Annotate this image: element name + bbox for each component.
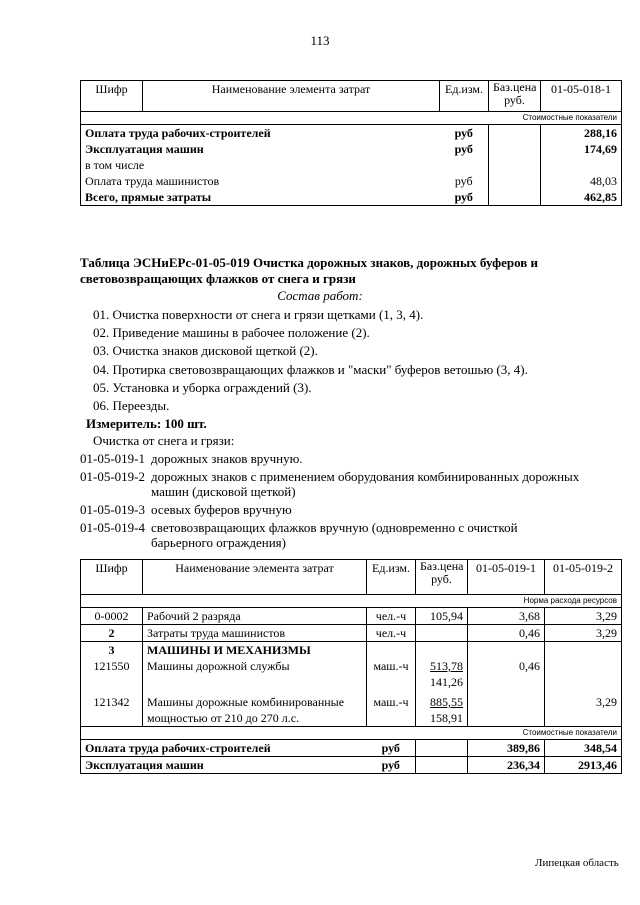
header-name: Наименование элемента затрат: [143, 81, 440, 112]
row-name: Машины дорожные комбинированные мощностью от 210 до 270 л.с.: [143, 690, 367, 727]
row-name: в том числе: [81, 157, 440, 173]
row-value-2: 3,29: [545, 690, 622, 727]
table-row: [81, 658, 622, 690]
cost-table-018: [80, 80, 622, 206]
list-item: [80, 520, 580, 550]
row-unit: руб: [367, 740, 416, 757]
header-col-1: 01-05-018-1: [541, 81, 622, 112]
header-price: Баз.цена руб.: [416, 560, 468, 595]
table-row: [81, 141, 622, 157]
row-name: Оплата труда рабочих-строителей: [81, 740, 367, 757]
header-price: Баз.цена руб.: [489, 81, 541, 112]
table-title: Таблица ЭСНиЕРс-01-05-019 Очистка дорожных знаков, дорожных буферов и световозвращающих флажков от снега и грязи: [80, 255, 539, 286]
row-name: Затраты труда машинистов: [143, 625, 367, 642]
header-name: Наименование элемента затрат: [143, 560, 367, 595]
row-code: 2: [81, 625, 143, 642]
row-name: Оплата труда машинистов: [81, 173, 440, 189]
row-value-2: [545, 658, 622, 690]
work-item: 06. Переезды.: [93, 398, 170, 414]
row-value-2: 2913,46: [545, 757, 622, 774]
table-row: [81, 173, 622, 189]
row-value-2: 3,29: [545, 608, 622, 625]
section-row: [81, 112, 622, 125]
row-unit: руб: [454, 142, 473, 156]
header-code: Шифр: [81, 81, 143, 112]
row-value-1: 389,86: [468, 740, 545, 757]
work-item: 02. Приведение машины в рабочее положение (2).: [93, 325, 370, 341]
region-label: Липецкая область: [535, 857, 619, 869]
cost-table-019: [80, 559, 622, 774]
row-unit: руб: [440, 189, 489, 206]
item-text: дорожных знаков с применением оборудования комбинированных дорожных машин (дисковой щеткой): [151, 469, 580, 499]
item-code: 01-05-019-2: [80, 469, 145, 484]
list-item: [80, 469, 580, 499]
table-header-row: [81, 560, 622, 595]
row-name: Оплата труда рабочих-строителей: [81, 125, 440, 142]
list-item: [80, 502, 580, 517]
row-value-1: [468, 690, 545, 727]
row-value: 48,03: [541, 173, 622, 189]
header-unit: Ед.изм.: [367, 560, 416, 595]
item-text: дорожных знаков вручную.: [151, 451, 303, 466]
work-item: 05. Установка и уборка ограждений (3).: [93, 379, 312, 395]
table-row: [81, 625, 622, 642]
row-unit: руб: [367, 757, 416, 774]
measure-unit: Измеритель: 100 шт.: [86, 416, 207, 431]
table-row: [81, 608, 622, 625]
row-price: 105,94: [416, 608, 468, 625]
item-text: осевых буферов вручную: [151, 502, 292, 517]
row-price: [416, 658, 468, 690]
row-value-1: 3,68: [468, 608, 545, 625]
header-unit: Ед.изм.: [440, 81, 489, 112]
section-row: [81, 595, 622, 608]
works-list: [93, 306, 528, 415]
row-unit: руб: [454, 174, 473, 188]
row-name: Эксплуатация машин: [81, 757, 367, 774]
row-value: 462,85: [541, 189, 622, 206]
row-name: Всего, прямые затраты: [81, 189, 440, 206]
table-row: [81, 740, 622, 757]
row-unit: маш.-ч: [367, 690, 416, 727]
row-unit: маш.-ч: [367, 658, 416, 690]
work-item: 03. Очистка знаков дисковой щеткой (2).: [93, 343, 318, 359]
row-code: 121342: [81, 690, 143, 727]
norm-label: Норма расхода ресурсов: [81, 595, 622, 608]
table-header-row: [81, 81, 622, 112]
table-row: [81, 642, 622, 659]
row-name: Рабочий 2 разряда: [143, 608, 367, 625]
row-code: 0-0002: [81, 608, 143, 625]
table-row: [81, 189, 622, 206]
row-name: Эксплуатация машин: [81, 141, 440, 157]
row-price-main: 513,78: [430, 659, 463, 673]
table-row: [81, 690, 622, 727]
clean-heading: Очистка от снега и грязи:: [93, 433, 235, 448]
works-heading: Состав работ:: [277, 288, 363, 303]
list-item: [80, 451, 580, 466]
header-code: Шифр: [81, 560, 143, 595]
cost-label: Стоимостные показатели: [81, 727, 622, 740]
page-number: 113: [310, 33, 330, 48]
row-unit: чел.-ч: [367, 625, 416, 642]
work-item: 04. Протирка световозвращающих флажков и "маски" буферов ветошью (3, 4).: [93, 361, 528, 377]
row-code: 121550: [81, 658, 143, 690]
section-name: МАШИНЫ И МЕХАНИЗМЫ: [143, 642, 367, 659]
row-unit: руб: [454, 126, 473, 140]
table-row: [81, 157, 622, 173]
row-value-1: 0,46: [468, 658, 545, 690]
row-value-2: 348,54: [545, 740, 622, 757]
work-item: 01. Очистка поверхности от снега и грязи щетками (1, 3, 4).: [93, 307, 424, 322]
row-price: [416, 690, 468, 727]
items-list: [80, 451, 580, 553]
item-code: 01-05-019-3: [80, 502, 145, 517]
section-row: [81, 727, 622, 740]
table-row: [81, 757, 622, 774]
row-price-sub: 141,26: [430, 675, 463, 689]
row-name: Машины дорожной службы: [143, 658, 367, 690]
section-code: 3: [81, 642, 143, 659]
row-value-1: 236,34: [468, 757, 545, 774]
row-price-main: 885,55: [430, 695, 463, 709]
header-col-1: 01-05-019-1: [468, 560, 545, 595]
row-price-sub: 158,91: [430, 711, 463, 725]
header-col-2: 01-05-019-2: [545, 560, 622, 595]
row-value: 174,69: [541, 141, 622, 157]
item-code: 01-05-019-1: [80, 451, 145, 466]
row-value-2: 3,29: [545, 625, 622, 642]
section-label: Стоимостные показатели: [81, 112, 622, 125]
row-value-1: 0,46: [468, 625, 545, 642]
row-price: [416, 625, 468, 642]
item-code: 01-05-019-4: [80, 520, 145, 535]
table-row: [81, 125, 622, 142]
row-value: 288,16: [541, 125, 622, 142]
row-unit: чел.-ч: [367, 608, 416, 625]
item-text: световозвращающих флажков вручную (одновременно с очисткой барьерного ограждения): [151, 520, 518, 550]
